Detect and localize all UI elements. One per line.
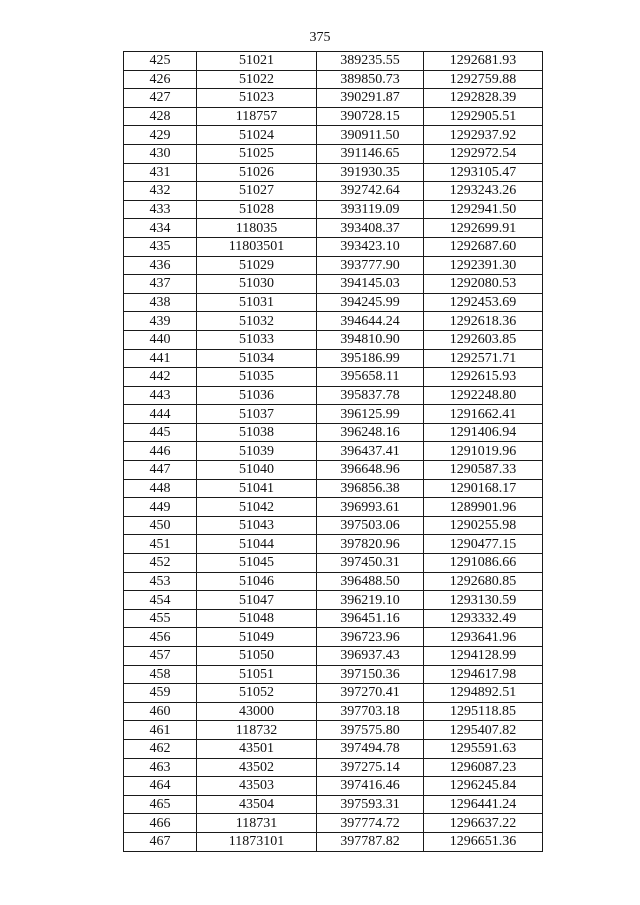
row-index-cell: 431 [124,163,197,182]
point-id-cell: 43504 [197,795,317,814]
x-coordinate-cell: 396219.10 [317,591,424,610]
table-row [124,795,543,814]
y-coordinate-cell: 1292828.39 [424,89,543,108]
point-id-cell: 51021 [197,52,317,71]
point-id-cell: 51039 [197,442,317,461]
point-id-cell: 11873101 [197,832,317,851]
x-coordinate-cell: 397450.31 [317,554,424,573]
table-row [124,739,543,758]
table-row [124,219,543,238]
x-coordinate-cell: 397593.31 [317,795,424,814]
point-id-cell: 51022 [197,70,317,89]
table-row [124,330,543,349]
table-row [124,442,543,461]
row-index-cell: 448 [124,479,197,498]
x-coordinate-cell: 396856.38 [317,479,424,498]
x-coordinate-cell: 397275.14 [317,758,424,777]
point-id-cell: 51044 [197,535,317,554]
x-coordinate-cell: 396993.61 [317,498,424,517]
point-id-cell: 51027 [197,182,317,201]
x-coordinate-cell: 396937.43 [317,647,424,666]
table-row [124,609,543,628]
row-index-cell: 464 [124,777,197,796]
point-id-cell: 51038 [197,423,317,442]
x-coordinate-cell: 389850.73 [317,70,424,89]
x-coordinate-cell: 394810.90 [317,330,424,349]
table-row [124,293,543,312]
point-id-cell: 51052 [197,684,317,703]
row-index-cell: 445 [124,423,197,442]
x-coordinate-cell: 393408.37 [317,219,424,238]
table-row [124,386,543,405]
table-row [124,535,543,554]
row-index-cell: 437 [124,275,197,294]
y-coordinate-cell: 1295118.85 [424,702,543,721]
row-index-cell: 427 [124,89,197,108]
x-coordinate-cell: 396125.99 [317,405,424,424]
x-coordinate-cell: 396723.96 [317,628,424,647]
point-id-cell: 118732 [197,721,317,740]
x-coordinate-cell: 396437.41 [317,442,424,461]
row-index-cell: 434 [124,219,197,238]
y-coordinate-cell: 1293130.59 [424,591,543,610]
y-coordinate-cell: 1292941.50 [424,200,543,219]
table-row [124,665,543,684]
table-body [124,52,543,852]
x-coordinate-cell: 396488.50 [317,572,424,591]
x-coordinate-cell: 392742.64 [317,182,424,201]
y-coordinate-cell: 1292681.93 [424,52,543,71]
y-coordinate-cell: 1295407.82 [424,721,543,740]
row-index-cell: 465 [124,795,197,814]
row-index-cell: 439 [124,312,197,331]
x-coordinate-cell: 397703.18 [317,702,424,721]
x-coordinate-cell: 391146.65 [317,144,424,163]
point-id-cell: 51025 [197,144,317,163]
row-index-cell: 438 [124,293,197,312]
point-id-cell: 51048 [197,609,317,628]
point-id-cell: 51028 [197,200,317,219]
point-id-cell: 51030 [197,275,317,294]
table-row [124,721,543,740]
table-row [124,163,543,182]
x-coordinate-cell: 389235.55 [317,52,424,71]
x-coordinate-cell: 397787.82 [317,832,424,851]
y-coordinate-cell: 1296637.22 [424,814,543,833]
y-coordinate-cell: 1290255.98 [424,516,543,535]
row-index-cell: 436 [124,256,197,275]
table-row [124,702,543,721]
row-index-cell: 429 [124,126,197,145]
point-id-cell: 51031 [197,293,317,312]
row-index-cell: 454 [124,591,197,610]
row-index-cell: 428 [124,107,197,126]
row-index-cell: 435 [124,237,197,256]
table-row [124,572,543,591]
table-row [124,126,543,145]
point-id-cell: 51032 [197,312,317,331]
y-coordinate-cell: 1292687.60 [424,237,543,256]
x-coordinate-cell: 397416.46 [317,777,424,796]
y-coordinate-cell: 1292759.88 [424,70,543,89]
table-row [124,647,543,666]
x-coordinate-cell: 395658.11 [317,368,424,387]
row-index-cell: 447 [124,461,197,480]
point-id-cell: 118035 [197,219,317,238]
y-coordinate-cell: 1290168.17 [424,479,543,498]
row-index-cell: 446 [124,442,197,461]
point-id-cell: 11803501 [197,237,317,256]
y-coordinate-cell: 1292615.93 [424,368,543,387]
row-index-cell: 463 [124,758,197,777]
coordinate-table [123,51,543,852]
table-row [124,405,543,424]
point-id-cell: 51043 [197,516,317,535]
point-id-cell: 51041 [197,479,317,498]
x-coordinate-cell: 390911.50 [317,126,424,145]
point-id-cell: 43502 [197,758,317,777]
table-row [124,368,543,387]
row-index-cell: 460 [124,702,197,721]
row-index-cell: 466 [124,814,197,833]
y-coordinate-cell: 1292603.85 [424,330,543,349]
x-coordinate-cell: 397503.06 [317,516,424,535]
y-coordinate-cell: 1293105.47 [424,163,543,182]
y-coordinate-cell: 1291019.96 [424,442,543,461]
row-index-cell: 440 [124,330,197,349]
y-coordinate-cell: 1292571.71 [424,349,543,368]
y-coordinate-cell: 1296441.24 [424,795,543,814]
y-coordinate-cell: 1296651.36 [424,832,543,851]
point-id-cell: 51023 [197,89,317,108]
row-index-cell: 444 [124,405,197,424]
y-coordinate-cell: 1293332.49 [424,609,543,628]
point-id-cell: 51037 [197,405,317,424]
row-index-cell: 443 [124,386,197,405]
x-coordinate-cell: 391930.35 [317,163,424,182]
x-coordinate-cell: 394145.03 [317,275,424,294]
row-index-cell: 453 [124,572,197,591]
point-id-cell: 43000 [197,702,317,721]
x-coordinate-cell: 393119.09 [317,200,424,219]
point-id-cell: 51036 [197,386,317,405]
page-number: 375 [309,30,331,45]
x-coordinate-cell: 393777.90 [317,256,424,275]
y-coordinate-cell: 1292680.85 [424,572,543,591]
table-row [124,814,543,833]
y-coordinate-cell: 1292453.69 [424,293,543,312]
row-index-cell: 430 [124,144,197,163]
point-id-cell: 51029 [197,256,317,275]
y-coordinate-cell: 1290587.33 [424,461,543,480]
row-index-cell: 457 [124,647,197,666]
table-row [124,144,543,163]
table-row [124,312,543,331]
table-row [124,182,543,201]
point-id-cell: 51034 [197,349,317,368]
y-coordinate-cell: 1294617.98 [424,665,543,684]
y-coordinate-cell: 1289901.96 [424,498,543,517]
x-coordinate-cell: 397494.78 [317,739,424,758]
x-coordinate-cell: 397774.72 [317,814,424,833]
table-row [124,479,543,498]
x-coordinate-cell: 393423.10 [317,237,424,256]
table-row [124,275,543,294]
table-row [124,349,543,368]
y-coordinate-cell: 1290477.15 [424,535,543,554]
y-coordinate-cell: 1294128.99 [424,647,543,666]
x-coordinate-cell: 396248.16 [317,423,424,442]
row-index-cell: 456 [124,628,197,647]
table-row [124,758,543,777]
x-coordinate-cell: 395186.99 [317,349,424,368]
table-row [124,52,543,71]
row-index-cell: 455 [124,609,197,628]
point-id-cell: 51049 [197,628,317,647]
y-coordinate-cell: 1292248.80 [424,386,543,405]
x-coordinate-cell: 390728.15 [317,107,424,126]
row-index-cell: 426 [124,70,197,89]
table-row [124,554,543,573]
row-index-cell: 459 [124,684,197,703]
point-id-cell: 51045 [197,554,317,573]
point-id-cell: 43503 [197,777,317,796]
y-coordinate-cell: 1296087.23 [424,758,543,777]
table-row [124,628,543,647]
y-coordinate-cell: 1291662.41 [424,405,543,424]
table-row [124,777,543,796]
y-coordinate-cell: 1292972.54 [424,144,543,163]
table-row [124,498,543,517]
row-index-cell: 452 [124,554,197,573]
x-coordinate-cell: 390291.87 [317,89,424,108]
point-id-cell: 51050 [197,647,317,666]
point-id-cell: 51024 [197,126,317,145]
point-id-cell: 118757 [197,107,317,126]
table-row [124,684,543,703]
point-id-cell: 51040 [197,461,317,480]
y-coordinate-cell: 1295591.63 [424,739,543,758]
row-index-cell: 433 [124,200,197,219]
point-id-cell: 51047 [197,591,317,610]
table-row [124,461,543,480]
point-id-cell: 51051 [197,665,317,684]
point-id-cell: 118731 [197,814,317,833]
row-index-cell: 450 [124,516,197,535]
y-coordinate-cell: 1293243.26 [424,182,543,201]
table-row [124,516,543,535]
y-coordinate-cell: 1292391.30 [424,256,543,275]
row-index-cell: 458 [124,665,197,684]
y-coordinate-cell: 1294892.51 [424,684,543,703]
y-coordinate-cell: 1296245.84 [424,777,543,796]
row-index-cell: 467 [124,832,197,851]
y-coordinate-cell: 1292905.51 [424,107,543,126]
table-row [124,200,543,219]
point-id-cell: 51035 [197,368,317,387]
y-coordinate-cell: 1292699.91 [424,219,543,238]
table-row [124,237,543,256]
point-id-cell: 51046 [197,572,317,591]
y-coordinate-cell: 1292080.53 [424,275,543,294]
row-index-cell: 462 [124,739,197,758]
x-coordinate-cell: 396648.96 [317,461,424,480]
table-row [124,256,543,275]
point-id-cell: 51026 [197,163,317,182]
y-coordinate-cell: 1291086.66 [424,554,543,573]
y-coordinate-cell: 1291406.94 [424,423,543,442]
x-coordinate-cell: 397575.80 [317,721,424,740]
row-index-cell: 432 [124,182,197,201]
x-coordinate-cell: 395837.78 [317,386,424,405]
table-row [124,832,543,851]
table-row [124,591,543,610]
y-coordinate-cell: 1292618.36 [424,312,543,331]
row-index-cell: 451 [124,535,197,554]
point-id-cell: 51042 [197,498,317,517]
row-index-cell: 425 [124,52,197,71]
y-coordinate-cell: 1293641.96 [424,628,543,647]
x-coordinate-cell: 397270.41 [317,684,424,703]
row-index-cell: 461 [124,721,197,740]
y-coordinate-cell: 1292937.92 [424,126,543,145]
x-coordinate-cell: 397150.36 [317,665,424,684]
table-row [124,70,543,89]
x-coordinate-cell: 394245.99 [317,293,424,312]
table-row [124,89,543,108]
row-index-cell: 441 [124,349,197,368]
point-id-cell: 51033 [197,330,317,349]
table-row [124,423,543,442]
x-coordinate-cell: 394644.24 [317,312,424,331]
row-index-cell: 442 [124,368,197,387]
x-coordinate-cell: 397820.96 [317,535,424,554]
point-id-cell: 43501 [197,739,317,758]
row-index-cell: 449 [124,498,197,517]
x-coordinate-cell: 396451.16 [317,609,424,628]
table-row [124,107,543,126]
